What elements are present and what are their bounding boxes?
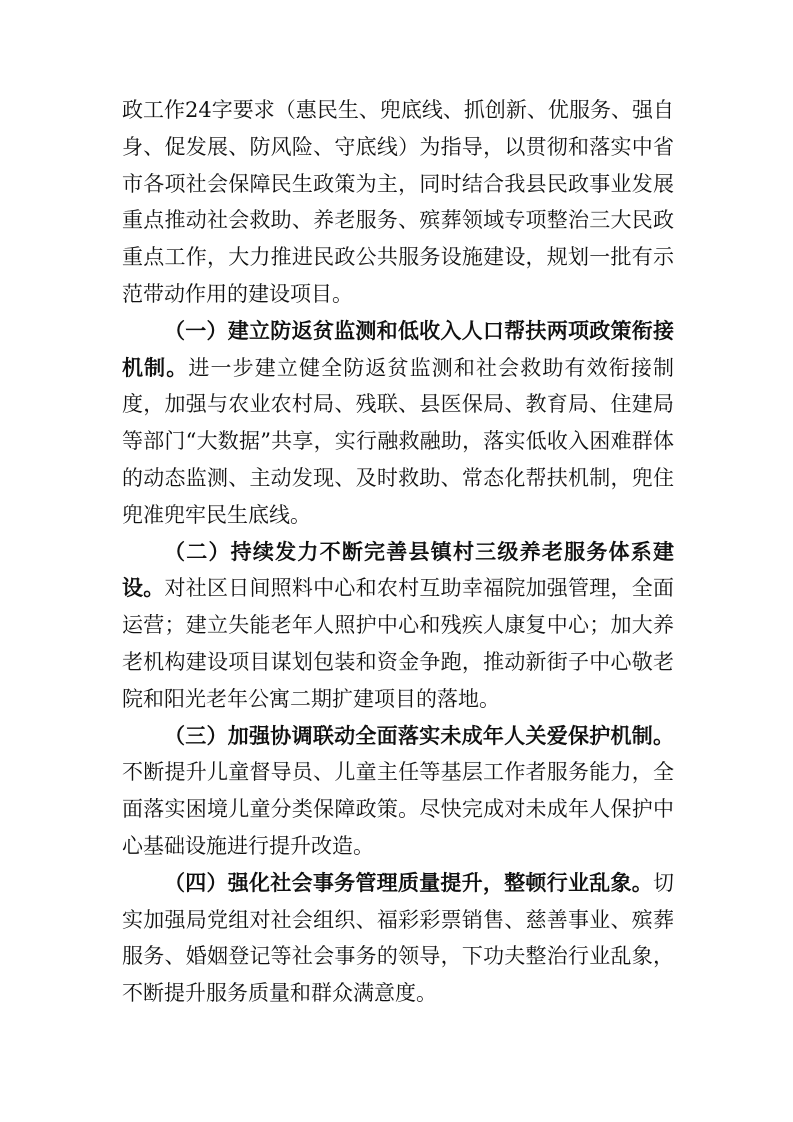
paragraph-text: 对社区日间照料中心和农村互助幸福院加强管理，全面运营；建立失能老年人照护中心和残疾人康复中心；加大养老机构建设项目谋划包装和资金争跑，推动新街子中心敬老院和阳光老年公寓二期扩建项目的落地。	[122, 576, 675, 711]
paragraph-section-3	[122, 718, 674, 865]
paragraph-section-1	[122, 313, 674, 534]
section-heading: （二）持续发力不断完善县镇村三级养老服务体系建设。	[122, 539, 674, 601]
section-heading: （四）强化社会事务管理质量提升，整顿行业乱象。	[164, 870, 653, 895]
section-heading: （一）建立防返贫监测和低收入人口帮扶两项政策衔接机制。	[122, 318, 674, 380]
paragraph-section-4	[122, 865, 674, 1012]
paragraph-section-2	[122, 534, 674, 718]
paragraph-text: 政工作24字要求（惠民生、兜底线、抓创新、优服务、强自身、促发展、防风险、守底线）为指导，以贯彻和落实中省市各项社会保障民生政策为主，同时结合我县民政事业发展重点推动社会救助、养老服务、殡葬领域专项整治三大民政重点工作，大力推进民政公共服务设施建设，规划一批有示范带动作用的建设项目。	[122, 98, 674, 306]
document-page	[122, 92, 674, 1012]
section-heading: （三）加强协调联动全面落实未成年人关爱保护机制。	[164, 723, 674, 748]
paragraph-text: 进一步建立健全防返贫监测和社会救助有效衔接制度，加强与农业农村局、残联、县医保局、教育局、住建局等部门“大数据”共享，实行融救融助，落实低收入困难群体的动态监测、主动发现、及时救助、常态化帮扶机制，兜住兜准兜牢民生底线。	[122, 355, 674, 527]
paragraph-intro	[122, 92, 674, 313]
paragraph-text: 切实加强局党组对社会组织、福彩彩票销售、慈善事业、殡葬服务、婚姻登记等社会事务的领导，下功夫整治行业乱象，不断提升服务质量和群众满意度。	[122, 870, 674, 1006]
paragraph-text: 不断提升儿童督导员、儿童主任等基层工作者服务能力，全面落实困境儿童分类保障政策。尽快完成对未成年人保护中心基础设施进行提升改造。	[122, 760, 674, 858]
